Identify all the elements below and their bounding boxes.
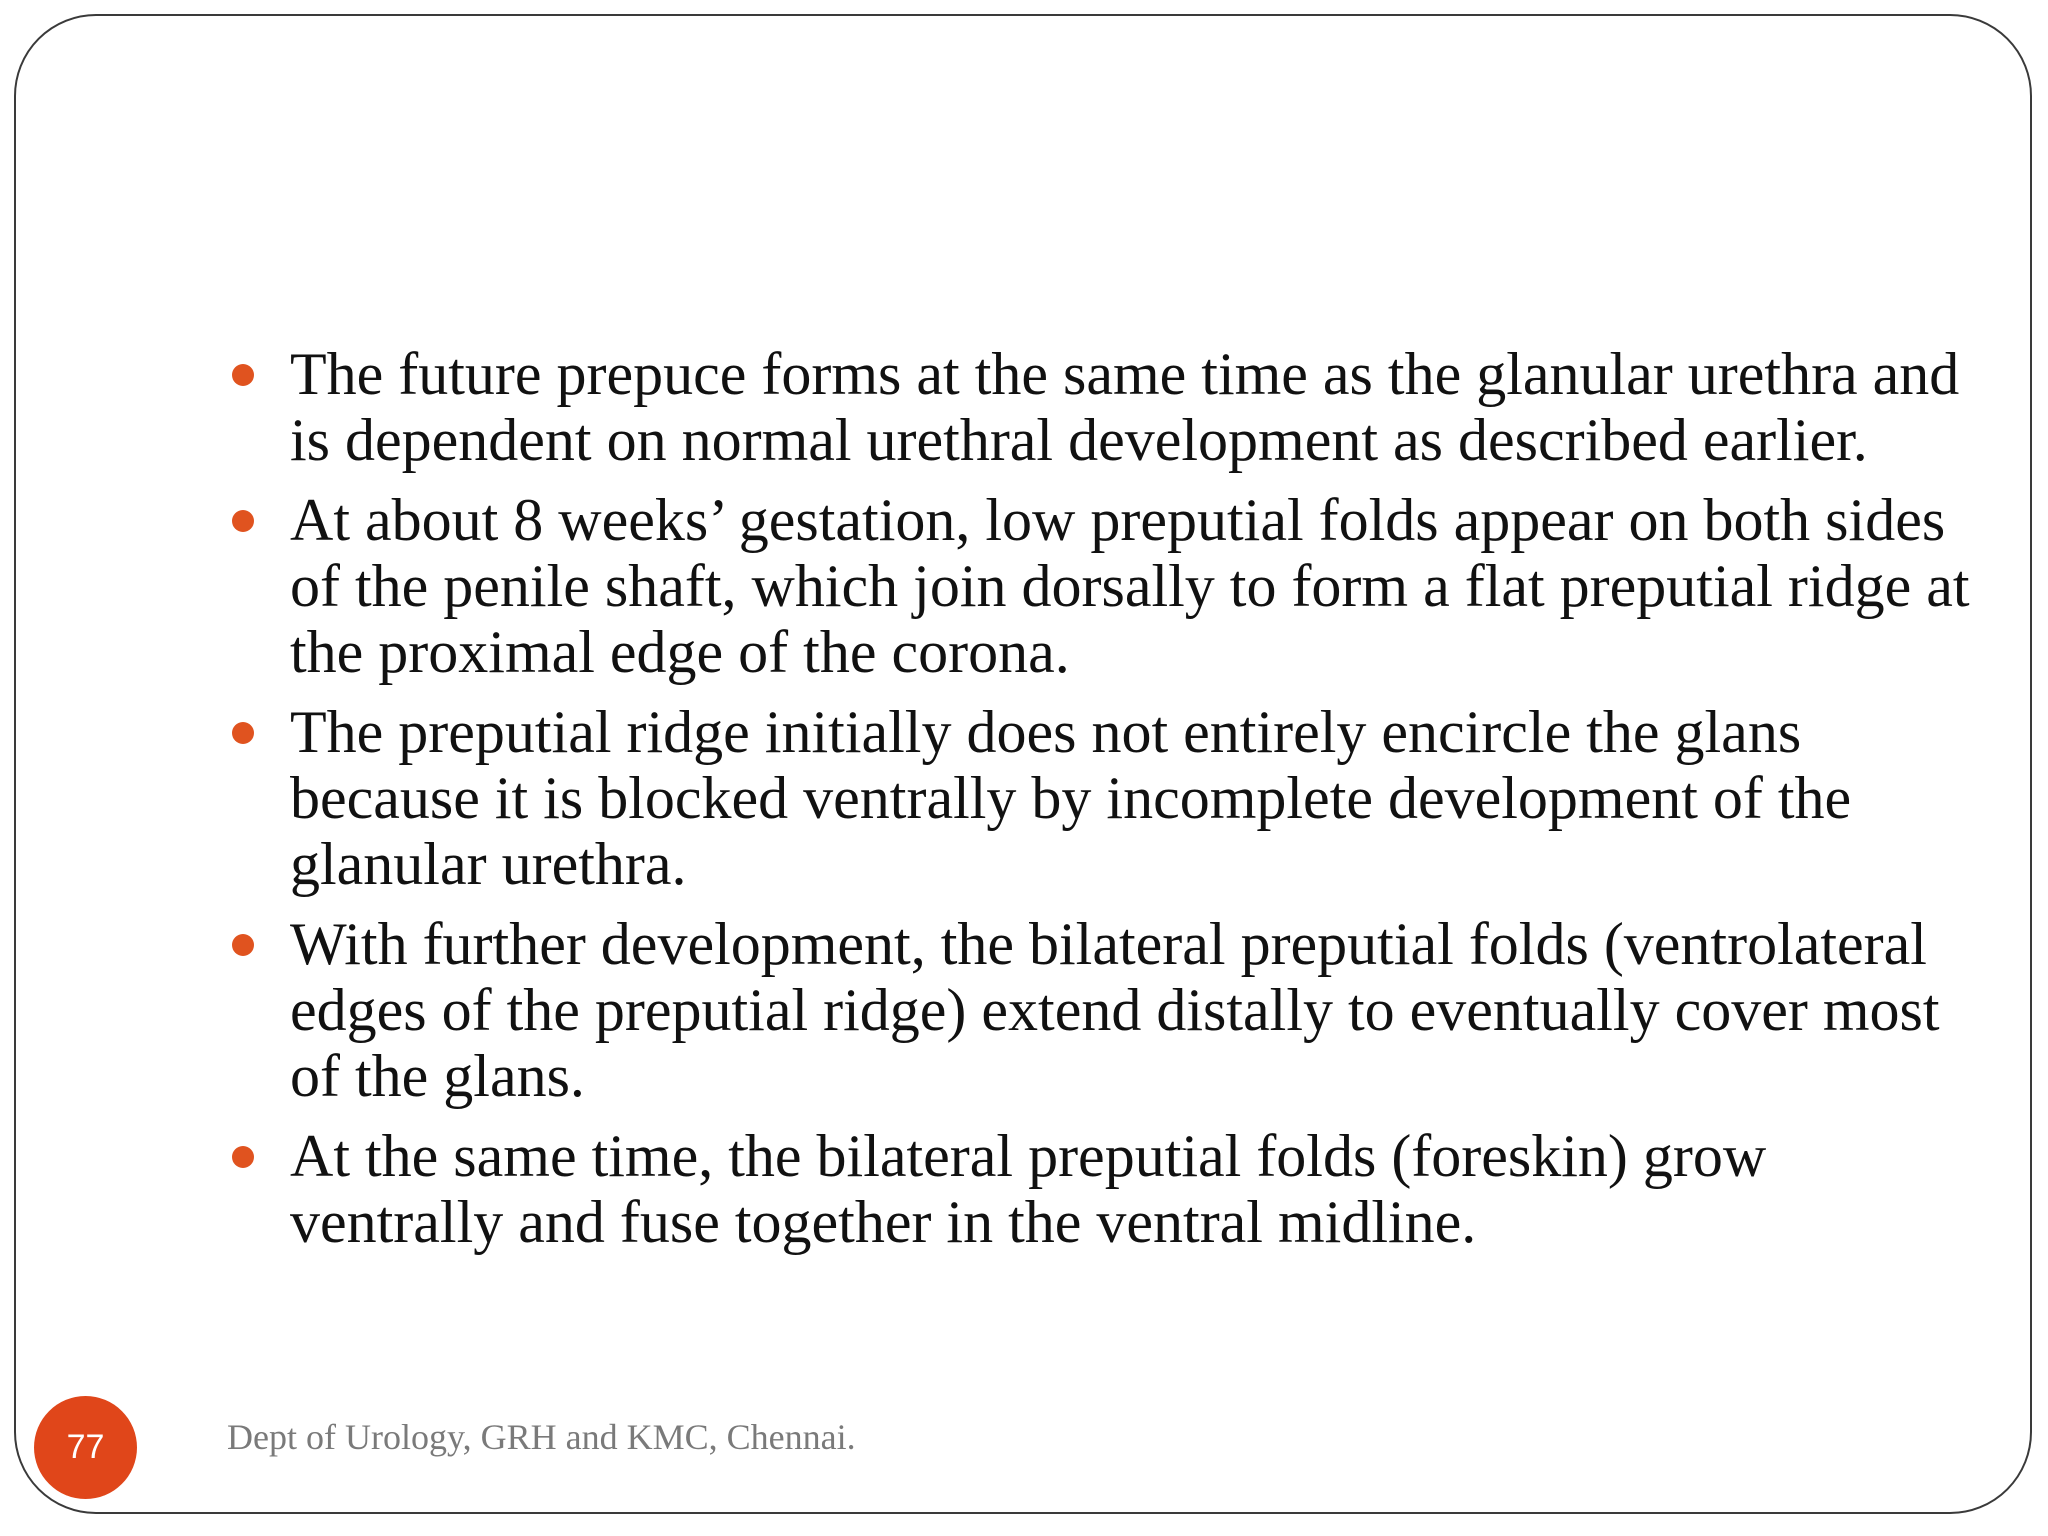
- bullet-dot-icon: [232, 934, 254, 956]
- bullet-dot-icon: [232, 722, 254, 744]
- slide: [14, 14, 2032, 1514]
- bullet-item: [16, 341, 2030, 473]
- bullet-item: [16, 699, 2030, 897]
- bullet-dot-icon: [232, 1146, 254, 1168]
- bullet-text: At about 8 weeks’ gestation, low preputial folds appear on both sides of the penile shaft, which join dorsally to form a flat preputial ridge at the proximal edge of the corona.: [290, 487, 1970, 685]
- bullet-dot-icon: [232, 364, 254, 386]
- page-number-badge: 77: [34, 1396, 137, 1499]
- bullet-text: The preputial ridge initially does not entirely encircle the glans because it is blocked ventrally by incomplete development of the glanular urethra.: [290, 699, 1852, 897]
- footer-text: Dept of Urology, GRH and KMC, Chennai.: [227, 1417, 856, 1457]
- bullet-text: At the same time, the bilateral preputial folds (foreskin) grow ventrally and fuse together in the ventral midline.: [290, 1123, 1767, 1255]
- bullet-item: [16, 1123, 2030, 1255]
- bullet-dot-icon: [232, 510, 254, 532]
- bullet-list: [16, 341, 2030, 1269]
- bullet-item: [16, 911, 2030, 1109]
- bullet-item: [16, 487, 2030, 685]
- bullet-text: With further development, the bilateral preputial folds (ventrolateral edges of the preputial ridge) extend distally to eventually cover most of the glans.: [290, 911, 1940, 1109]
- bullet-text: The future prepuce forms at the same time as the glanular urethra and is dependent on normal urethral development as described earlier.: [290, 341, 1960, 473]
